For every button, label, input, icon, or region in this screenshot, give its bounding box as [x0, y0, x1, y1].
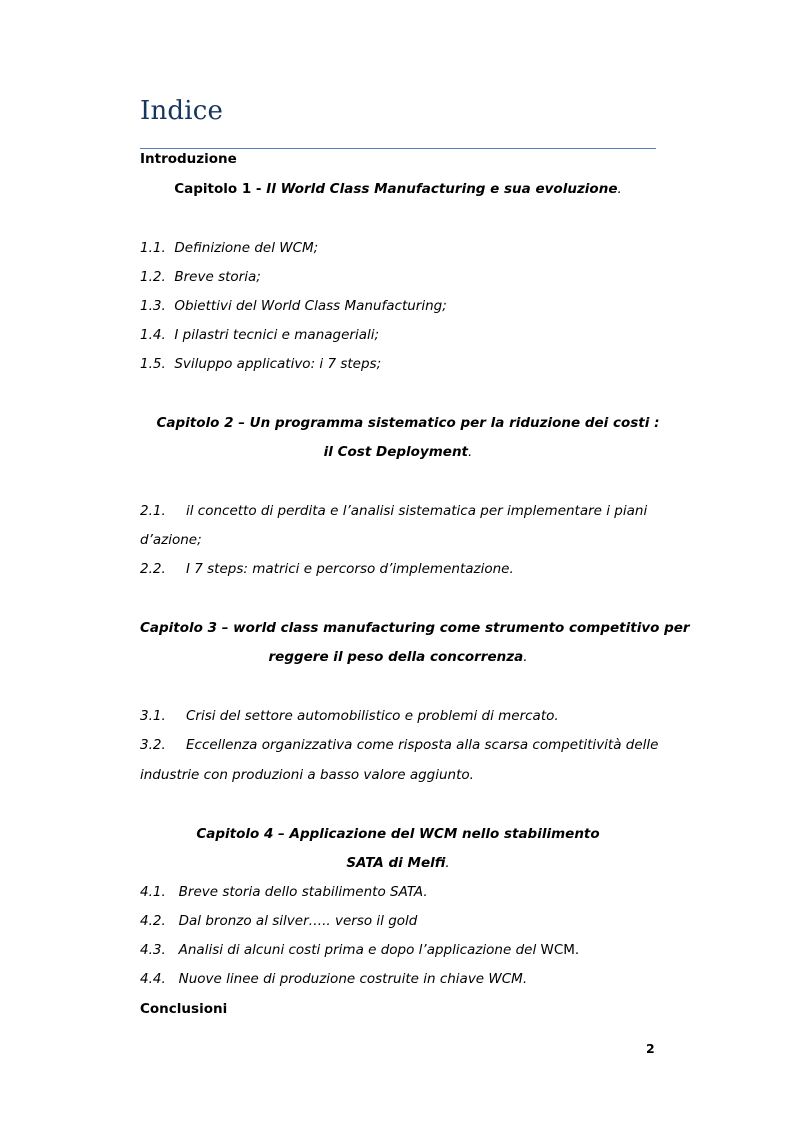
toc-item-4-4: [140, 971, 527, 987]
chapter-2-end: .: [468, 444, 473, 460]
toc-item-2-1-continued: d’azione;: [140, 532, 202, 548]
toc-item-text: Nuove linee di produzione costruite in chiave WCM.: [178, 971, 528, 987]
chapter-4-end: .: [445, 855, 450, 871]
toc-item-1-5: [140, 356, 381, 372]
toc-item-text-tail: WCM.: [536, 942, 580, 958]
chapter-1-heading: [140, 181, 656, 197]
toc-item-2-2: [140, 561, 514, 577]
chapter-1-end: .: [617, 181, 622, 197]
chapter-3-heading-line1: Capitolo 3 – world class manufacturing come strumento competitivo per: [140, 620, 690, 636]
chapter-2-title: il Cost Deployment: [323, 444, 469, 460]
toc-item-1-2: [140, 269, 261, 285]
chapter-3-title: reggere il peso della concorrenza: [268, 649, 524, 665]
toc-item-text: Definizione del WCM;: [174, 240, 319, 256]
chapter-2-heading-line1: Capitolo 2 – Un programma sistematico per la riduzione dei costi :: [156, 415, 660, 431]
toc-item-text: Obiettivi del World Class Manufacturing;: [174, 298, 447, 314]
toc-item-number: 1.4.: [140, 327, 166, 343]
title-divider: [140, 148, 656, 149]
toc-item-1-3: [140, 298, 447, 314]
chapter-4-title: SATA di Melfi: [346, 855, 446, 871]
toc-item-text: Analisi di alcuni costi prima e dopo l’applicazione del: [178, 942, 537, 958]
toc-item-text: Breve storia dello stabilimento SATA.: [178, 884, 428, 900]
toc-item-1-4: [140, 327, 379, 343]
toc-introduzione: Introduzione: [140, 151, 237, 167]
chapter-3-heading-line2: [140, 649, 656, 665]
toc-item-text: Eccellenza organizzativa come risposta alla scarsa competitività delle: [186, 737, 659, 753]
toc-item-number: 3.1.: [140, 708, 166, 724]
toc-item-text: I pilastri tecnici e manageriali;: [174, 327, 380, 343]
toc-item-text: Breve storia;: [174, 269, 261, 285]
toc-item-number: 2.1.: [140, 503, 166, 519]
toc-item-number: 1.5.: [140, 356, 166, 372]
page-number: 2: [646, 1041, 655, 1056]
toc-item-number: 1.3.: [140, 298, 166, 314]
toc-item-number: 4.3.: [140, 942, 166, 958]
toc-item-text: il concetto di perdita e l’analisi sistematica per implementare i piani: [186, 503, 648, 519]
toc-item-4-1: [140, 884, 428, 900]
toc-item-3-1: [140, 708, 559, 724]
toc-item-text: Dal bronzo al silver….. verso il gold: [178, 913, 418, 929]
toc-item-number: 1.1.: [140, 240, 166, 256]
toc-item-number: 1.2.: [140, 269, 166, 285]
chapter-3-end: .: [523, 649, 528, 665]
toc-item-4-3: [140, 942, 579, 958]
toc-item-number: 4.4.: [140, 971, 166, 987]
toc-item-3-2: [140, 737, 658, 753]
toc-item-text: I 7 steps: matrici e percorso d’implementazione.: [186, 561, 514, 577]
toc-conclusioni: Conclusioni: [140, 1001, 228, 1017]
chapter-1-prefix: Capitolo 1 -: [174, 181, 267, 197]
chapter-1-title: Il World Class Manufacturing e sua evoluzione: [266, 181, 618, 197]
toc-item-number: 3.2.: [140, 737, 166, 753]
toc-item-text: Sviluppo applicativo: i 7 steps;: [174, 356, 382, 372]
toc-item-number: 2.2.: [140, 561, 166, 577]
toc-item-2-1: [140, 503, 647, 519]
chapter-4-heading-line2: [140, 855, 656, 871]
toc-item-4-2: [140, 913, 417, 929]
chapter-4-heading-line1: Capitolo 4 – Applicazione del WCM nello stabilimento: [196, 826, 600, 842]
toc-item-3-2-continued: industrie con produzioni a basso valore aggiunto.: [140, 767, 474, 783]
toc-item-1-1: [140, 240, 318, 256]
toc-item-text: Crisi del settore automobilistico e problemi di mercato.: [186, 708, 559, 724]
toc-item-number: 4.2.: [140, 913, 166, 929]
page-title: Indice: [140, 96, 224, 126]
chapter-2-heading-line2: [140, 444, 656, 460]
toc-item-number: 4.1.: [140, 884, 166, 900]
